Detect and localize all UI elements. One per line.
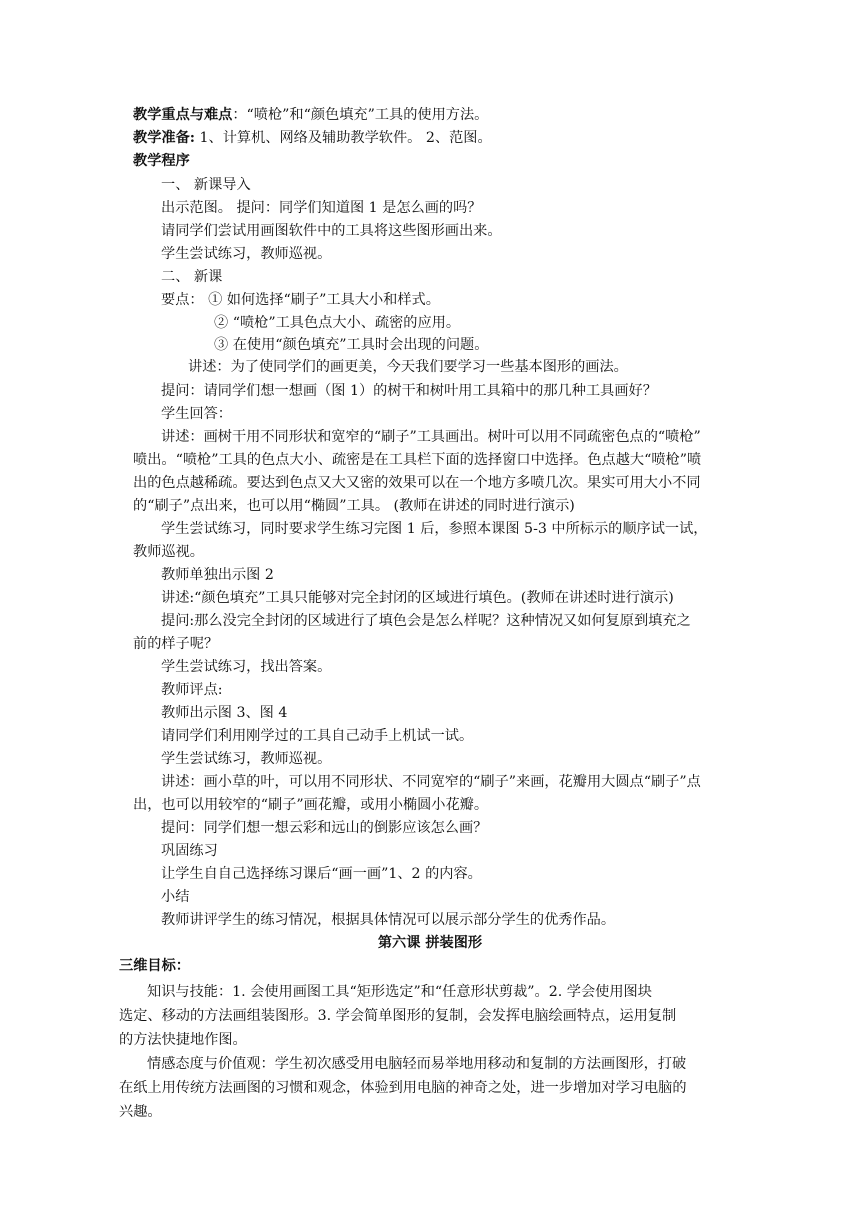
paragraph-line: 提问：同学们想一想云彩和远山的倒影应该怎么画？ (161, 820, 488, 836)
paragraph-line: 出的色点越稀疏。要达到色点又大又密的效果可以在一个地方多喷几次。果实可用大小不同 (133, 475, 701, 491)
goals-heading: 三维目标： (119, 958, 190, 974)
teaching-prep-line (133, 127, 733, 150)
paragraph-line: 教师出示图 3、图 4 (161, 705, 288, 721)
paragraph-line: 提问：请同学们想一想画（图 1）的树干和树叶用工具箱中的那几种工具画好？ (161, 383, 657, 399)
paragraph-line: 教师讲评学生的练习情况，根据具体情况可以展示部分学生的优秀作品。 (161, 912, 616, 928)
paragraph-line: 讲述：为了使同学们的画更美，今天我们要学习一些基本图形的画法。 (188, 359, 628, 375)
paragraph-line: 讲述：画小草的叶，可以用不同形状、不同宽窄的“刷子”来画，花瓣用大圆点“刷子”点 (161, 774, 701, 790)
paragraph-line: 小结 (161, 889, 190, 905)
teaching-focus-label: 教学重点与难点 (133, 107, 233, 123)
paragraph-line: 要点： ① 如何选择“刷子”工具大小和样式。 (161, 292, 440, 308)
paragraph-line: ③ 在使用“颜色填充”工具时会出现的问题。 (214, 337, 489, 353)
paragraph-line: 的方法快捷地作图。 (119, 1032, 247, 1048)
paragraph-line: 前的样子呢？ (133, 636, 219, 652)
paragraph-line: 学生尝试练习，同时要求学生练习完图 1 后，参照本课图 5-3 中所标示的顺序试一试， (161, 521, 708, 537)
paragraph-line: 一、 新课导入 (161, 177, 251, 193)
teaching-prep-text: 1、计算机、网络及辅助教学软件。 2、范图。 (195, 130, 492, 146)
paragraph-line: 教师单独出示图 2 (161, 567, 274, 583)
paragraph-line: 兴趣。 (119, 1104, 162, 1120)
paragraph-line: 的“刷子”点出来，也可以用“椭圆”工具。 (教师在讲述的同时进行演示) (133, 498, 575, 514)
paragraph-line: 请同学们尝试用画图软件中的工具将这些图形画出来。 (161, 223, 502, 239)
paragraph-line: 请同学们利用刚学过的工具自己动手上机试一试。 (161, 728, 474, 744)
paragraph-line: 巩固练习 (161, 843, 218, 859)
lesson-title: 第六课 拼装图形 (377, 935, 483, 951)
paragraph-line: 学生尝试练习，教师巡视。 (161, 246, 332, 262)
paragraph-line: 学生回答： (161, 406, 232, 422)
paragraph-line: 出，也可以用较窄的“刷子”画花瓣，或用小椭圆小花瓣。 (133, 797, 489, 813)
paragraph-line: ② “喷枪”工具色点大小、疏密的应用。 (214, 315, 461, 331)
paragraph-line: 情感态度与价值观：学生初次感受用电脑轻而易举地用移动和复制的方法画图形，打破 (147, 1056, 687, 1072)
paragraph-line: 在纸上用传统方法画图的习惯和观念，体验到用电脑的神奇之处，进一步增加对学习电脑的 (119, 1080, 687, 1096)
paragraph-line: 喷出。“喷枪”工具的色点大小、疏密是在工具栏下面的选择窗口中选择。色点越大“喷枪”喷 (133, 452, 702, 468)
paragraph-line: 教师巡视。 (133, 544, 204, 560)
paragraph-line: 二、 新课 (161, 269, 223, 285)
paragraph-line: 学生尝试练习，找出答案。 (161, 659, 332, 675)
paragraph-line: 提问:那么没完全封闭的区域进行了填色会是怎么样呢？这种情况又如何复原到填充之 (161, 613, 691, 629)
teaching-focus-line (133, 104, 733, 127)
paragraph-line: 让学生自自己选择练习课后“画一画”1、2 的内容。 (161, 866, 482, 882)
paragraph-line: 出示范图。 提问：同学们知道图 1 是怎么画的吗？ (161, 200, 482, 216)
paragraph-line: 学生尝试练习，教师巡视。 (161, 751, 332, 767)
teaching-prep-label: 教学准备: (133, 130, 195, 146)
paragraph-line: 知识与技能：1. 会使用画图工具“矩形选定”和“任意形状剪裁”。2. 学会使用图块 (147, 984, 652, 1000)
paragraph-line: 选定、移动的方法画组装图形。3. 学会简单图形的复制，会发挥电脑绘画特点，运用复制 (119, 1008, 677, 1024)
teaching-focus-text: ：“喷枪”和“颜色填充”工具的使用方法。 (232, 107, 489, 123)
paragraph-line: 讲述:“颜色填充”工具只能够对完全封闭的区域进行填色。(教师在讲述时进行演示) (161, 590, 674, 606)
paragraph-line: 讲述：画树干用不同形状和宽窄的“刷子”工具画出。树叶可以用不同疏密色点的“喷枪” (161, 429, 701, 445)
teaching-procedure-heading: 教学程序 (133, 153, 190, 169)
paragraph-line: 教师评点: (161, 682, 223, 698)
